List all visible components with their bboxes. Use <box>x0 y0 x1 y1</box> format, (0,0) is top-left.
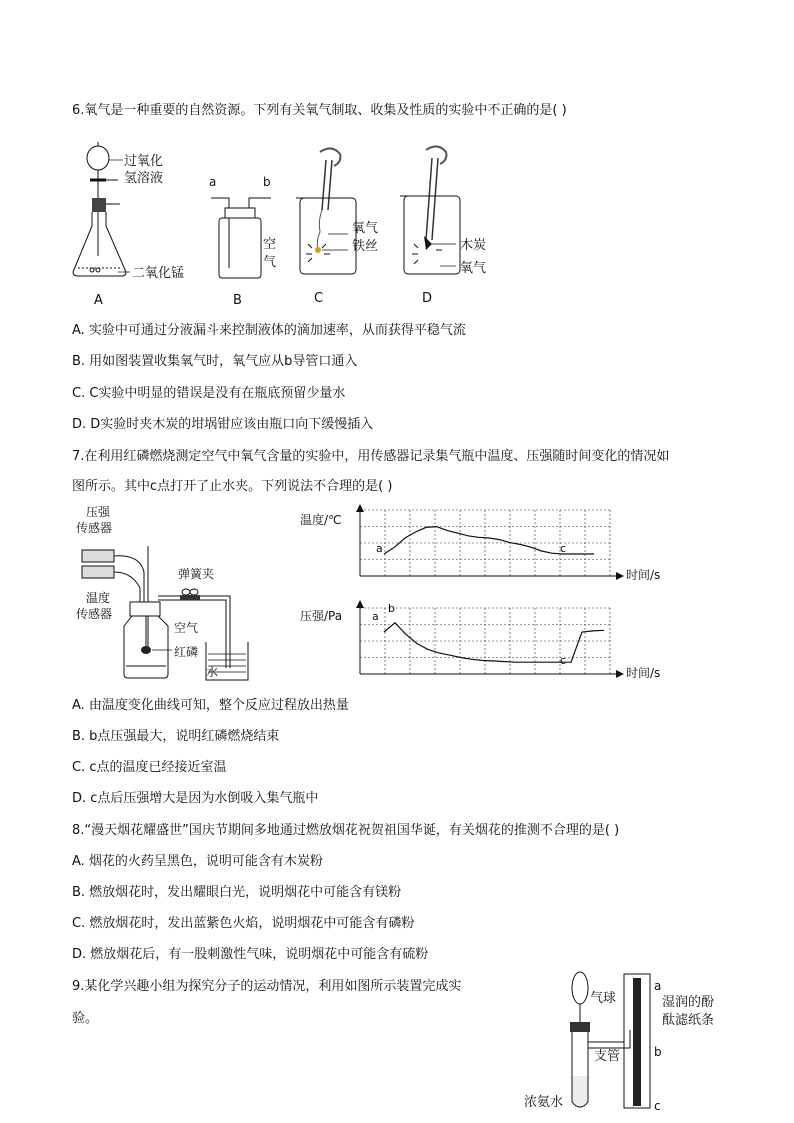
q8-option-b: B. 燃放烟花时，发出耀眼白光，说明烟花中可能含有镁粉 <box>72 885 402 900</box>
temperature-chart <box>298 504 678 584</box>
pressure-point-a: a <box>372 610 379 623</box>
q6-option-c: C. C实验中明显的错误是没有在瓶底预留少量水 <box>72 386 346 401</box>
temperature-point-a: a <box>376 542 383 555</box>
q6-figure-c <box>292 140 402 314</box>
phenolphthalein-label-2: 酞滤纸条 <box>662 1013 715 1028</box>
fig-b-label-1: 空 <box>263 237 277 252</box>
series-line <box>384 623 604 662</box>
fig-a-caption: A <box>94 293 103 308</box>
fig-a-label-2: 氢溶液 <box>124 171 164 186</box>
fig-d-label-2: 氧气 <box>460 261 487 276</box>
q6-figure-d <box>396 140 506 314</box>
q7-stem-line-2: 图所示。其中c点打开了止水夹。下列说法不合理的是( ) <box>72 479 393 494</box>
q7-option-d: D. c点后压强增大是因为水倒吸入集气瓶中 <box>72 791 319 806</box>
q7-stem-line-1: 7.在利用红磷燃烧测定空气中氧气含量的实验中，用传感器记录集气瓶中温度、压强随时间变化的情况如 <box>72 449 670 464</box>
pressure-point-c: c <box>560 654 567 667</box>
temp-sensor-label-2: 传感器 <box>76 607 113 621</box>
water-label: 水 <box>206 665 219 679</box>
pressure-chart-xlabel: 时间/s <box>626 666 661 680</box>
q7-apparatus <box>70 502 260 686</box>
temp-sensor-label-1: 温度 <box>86 591 111 605</box>
q6-option-d: D. D实验时夹木炭的坩埚钳应该由瓶口向下缓慢插入 <box>72 417 374 432</box>
side-tube-label: 支管 <box>594 1049 621 1064</box>
q6-option-a: A. 实验中可通过分液漏斗来控制液体的滴加速率，从而获得平稳气流 <box>72 323 466 338</box>
pressure-point-b: b <box>388 602 395 615</box>
q6-figure-a <box>68 136 208 314</box>
q6-figure-b <box>205 172 295 314</box>
q9-apparatus <box>520 966 740 1116</box>
pressure-sensor-label-1: 压强 <box>86 505 111 519</box>
pressure-chart-ylabel: 压强/Pa <box>300 609 343 623</box>
air-label: 空气 <box>174 621 199 635</box>
q6-stem: 6.氧气是一种重要的自然资源。下列有关氧气制取、收集及性质的实验中不正确的是( ) <box>72 103 567 118</box>
label-c: c <box>654 1099 661 1113</box>
fig-b-caption: B <box>233 293 242 308</box>
fig-d-caption: D <box>422 291 433 306</box>
label-b: b <box>654 1045 662 1059</box>
q7-option-b: B. b点压强最大，说明红磷燃烧结束 <box>72 729 280 744</box>
phosphorus-label: 红磷 <box>174 645 199 659</box>
pressure-sensor-label-2: 传感器 <box>76 521 113 535</box>
fig-b-label-2: 气 <box>263 255 277 270</box>
phenolphthalein-label-1: 湿润的酚 <box>662 995 715 1010</box>
q8-option-c: C. 燃放烟花时，发出蓝紫色火焰，说明烟花中可能含有磷粉 <box>72 916 415 931</box>
q6-option-b: B. 用如图装置收集氧气时，氧气应从b导管口通入 <box>72 354 358 369</box>
pressure-chart <box>298 600 678 682</box>
q8-option-a: A. 烟花的火药呈黑色，说明可能含有木炭粉 <box>72 854 323 869</box>
clamp-label: 弹簧夹 <box>178 567 215 581</box>
temperature-chart-xlabel: 时间/s <box>626 568 661 582</box>
temperature-chart-ylabel: 温度/℃ <box>300 513 342 527</box>
temperature-point-c: c <box>560 542 567 555</box>
ammonia-label: 浓氨水 <box>524 1095 564 1110</box>
balloon-label: 气球 <box>590 991 617 1006</box>
q7-option-a: A. 由温度变化曲线可知，整个反应过程放出热量 <box>72 698 349 713</box>
fig-c-label-1: 氧气 <box>352 221 379 236</box>
fig-a-label-3: 二氧化锰 <box>132 266 185 281</box>
q8-stem: 8.“漫天烟花耀盛世”国庆节期间多地通过燃放烟花祝贺祖国华诞，有关烟花的推测不合理的是( ) <box>72 823 620 838</box>
fig-d-label-1: 木炭 <box>460 238 487 253</box>
fig-a-label-1: 过氧化 <box>124 154 164 169</box>
fig-c-label-2: 铁丝 <box>352 239 379 254</box>
q9-stem-line-2: 验。 <box>72 1011 99 1026</box>
fig-b-port-b: b <box>263 175 271 189</box>
q7-option-c: C. c点的温度已经接近室温 <box>72 760 227 775</box>
fig-b-port-a: a <box>209 175 217 189</box>
fig-c-caption: C <box>314 291 324 306</box>
q8-option-d: D. 燃放烟花后，有一股刺激性气味，说明烟花中可能含有硫粉 <box>72 947 429 962</box>
label-a: a <box>654 979 662 993</box>
q9-stem-line-1: 9.某化学兴趣小组为探究分子的运动情况，利用如图所示装置完成实 <box>72 979 462 994</box>
